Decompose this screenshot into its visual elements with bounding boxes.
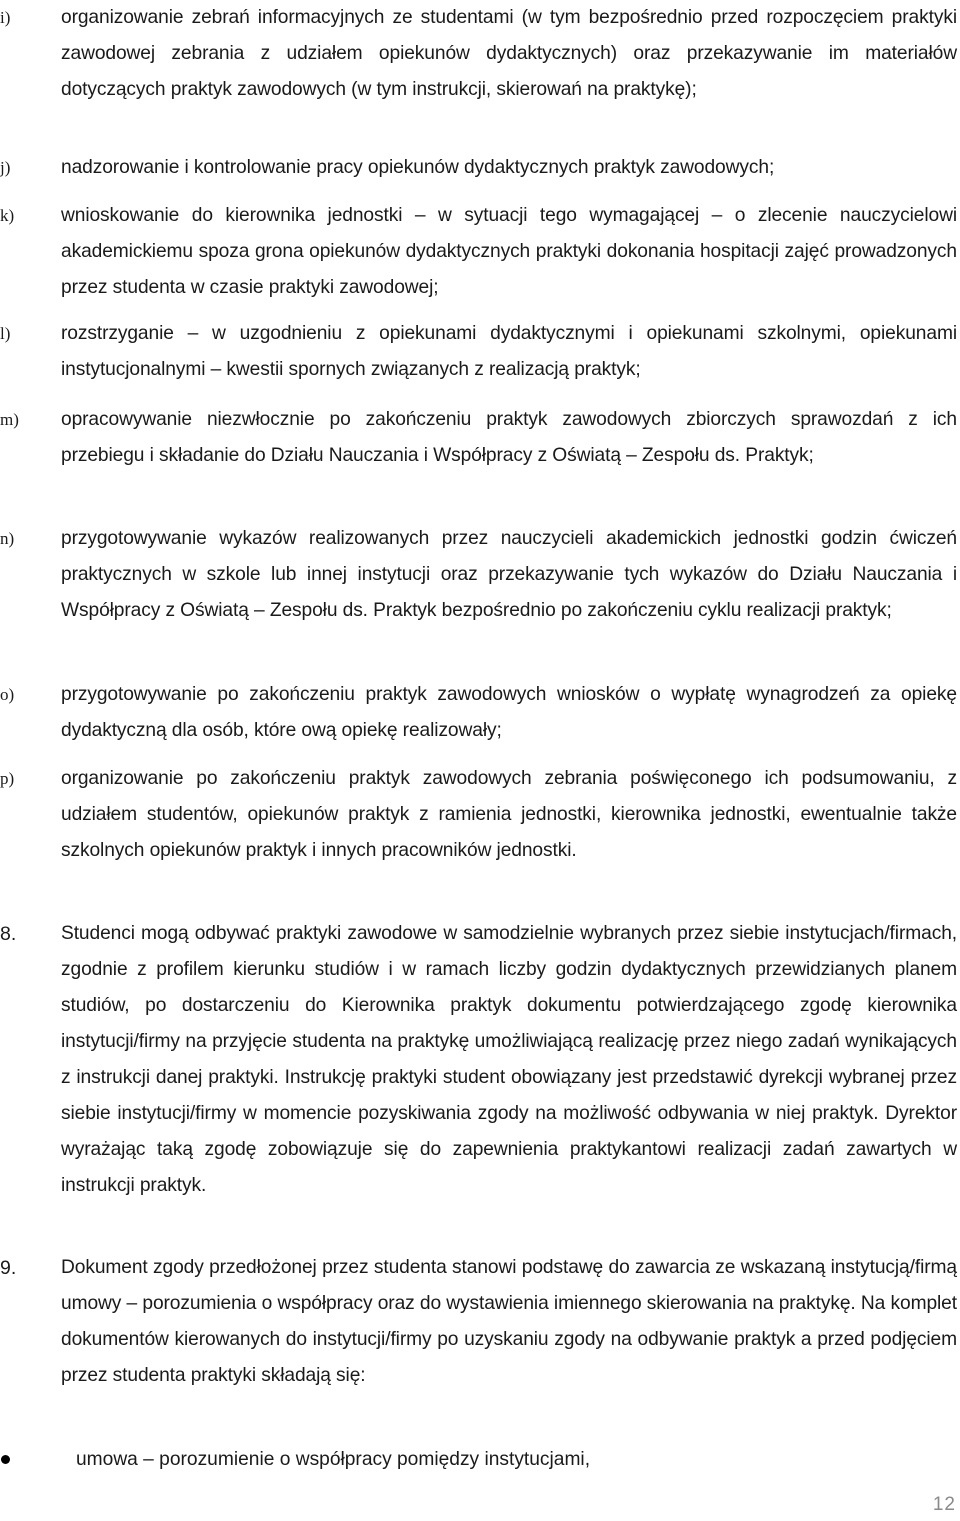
- paragraph-number: 8.: [0, 923, 17, 945]
- page-number: 12: [932, 1494, 956, 1515]
- bullet-text: umowa – porozumienie o współpracy pomiędzy instytucjami,: [76, 1449, 591, 1470]
- list-item-text: wnioskowanie do kierownika jednostki – w sytuacji tego wymagającej – o zlecenie nauczycielowi akademickiemu spoza grona opiekunów dydaktycznych praktyki dokonania hospitacji zajęć prowadzonych przez studenta w czasie praktyki zawodowej;: [61, 205, 957, 298]
- list-marker: j): [0, 158, 11, 177]
- list-item-text: organizowanie zebrań informacyjnych ze studentami (w tym bezpośrednio przed rozpoczęciem praktyki zawodowej zebrania z udziałem opiekunów dydaktycznych) oraz przekazywanie im materiałów dotyczących praktyk zawodowych (w tym instrukcji, skierowań na praktykę);: [61, 7, 957, 100]
- paragraph-text: Studenci mogą odbywać praktyki zawodowe w samodzielnie wybranych przez siebie instytucjach/firmach, zgodnie z profilem kierunku studiów i w ramach liczby godzin dydaktycznych przewidzianych planem studiów, po dostarczeniu do Kierownika praktyk dokumentu potwierdzającego zgodę kierownika instytucji/firmy na przyjęcie studenta na praktykę umożliwiającą realizację przez niego zadań wynikających z instrukcji danej praktyki. Instrukcję praktyki student obowiązany jest przedstawić dyrekcji wybranej przez siebie instytucji/firmy w momencie pozyskiwania zgody na możliwość odbywania w niej praktyk. Dyrektor wyrażając taką zgodę zobowiązuje się do zapewnienia praktykantowi realizacji zadań zawartych w instrukcji praktyk.: [61, 923, 957, 1196]
- paragraph-text: Dokument zgody przedłożonej przez studenta stanowi podstawę do zawarcia ze wskazaną instytucją/firmą umowy – porozumienia o współpracy oraz do wystawienia imiennego skierowania na praktykę. Na komplet dokumentów kierowanych do instytucji/firmy po uzyskaniu zgody na odbywanie praktyk a przed podjęciem przez studenta praktyki składają się:: [61, 1257, 957, 1386]
- bullet-icon: [1, 1455, 10, 1464]
- list-item-text: rozstrzyganie – w uzgodnieniu z opiekunami dydaktycznymi i opiekunami szkolnymi, opiekunami instytucjonalnymi – kwestii spornych związanych z realizacją praktyk;: [61, 323, 957, 380]
- list-marker: i): [0, 8, 11, 27]
- list-item-text: opracowywanie niezwłocznie po zakończeniu praktyk zawodowych zbiorczych sprawozdań z ich przebiegu i składanie do Działu Nauczania i Współpracy z Oświatą – Zespołu ds. Praktyk;: [61, 409, 957, 466]
- list-marker: o): [0, 685, 15, 704]
- list-marker: m): [0, 410, 19, 429]
- list-item-text: przygotowywanie wykazów realizowanych przez nauczycieli akademickich jednostki godzin ćwiczeń praktycznych w szkole lub innej instytucji oraz przekazywanie tych wykazów do Działu Nauczania i Współpracy z Oświatą – Zespołu ds. Praktyk bezpośrednio po zakończeniu cyklu realizacji praktyk;: [61, 528, 957, 621]
- list-marker: l): [0, 324, 11, 343]
- list-marker: n): [0, 529, 15, 548]
- list-item-text: przygotowywanie po zakończeniu praktyk zawodowych wniosków o wypłatę wynagrodzeń za opiekę dydaktyczną dla osób, które ową opiekę realizowały;: [61, 684, 957, 741]
- list-item-text: organizowanie po zakończeniu praktyk zawodowych zebrania poświęconego ich podsumowaniu, z udziałem studentów, opiekunów praktyk z ramienia jednostki, kierownika jednostki, ewentualnie także szkolnych opiekunów praktyk i innych pracowników jednostki.: [61, 768, 957, 861]
- list-marker: k): [0, 206, 15, 225]
- paragraph-number: 9.: [0, 1257, 17, 1279]
- list-marker: p): [0, 769, 15, 788]
- list-item-text: nadzorowanie i kontrolowanie pracy opiekunów dydaktycznych praktyk zawodowych;: [61, 157, 775, 178]
